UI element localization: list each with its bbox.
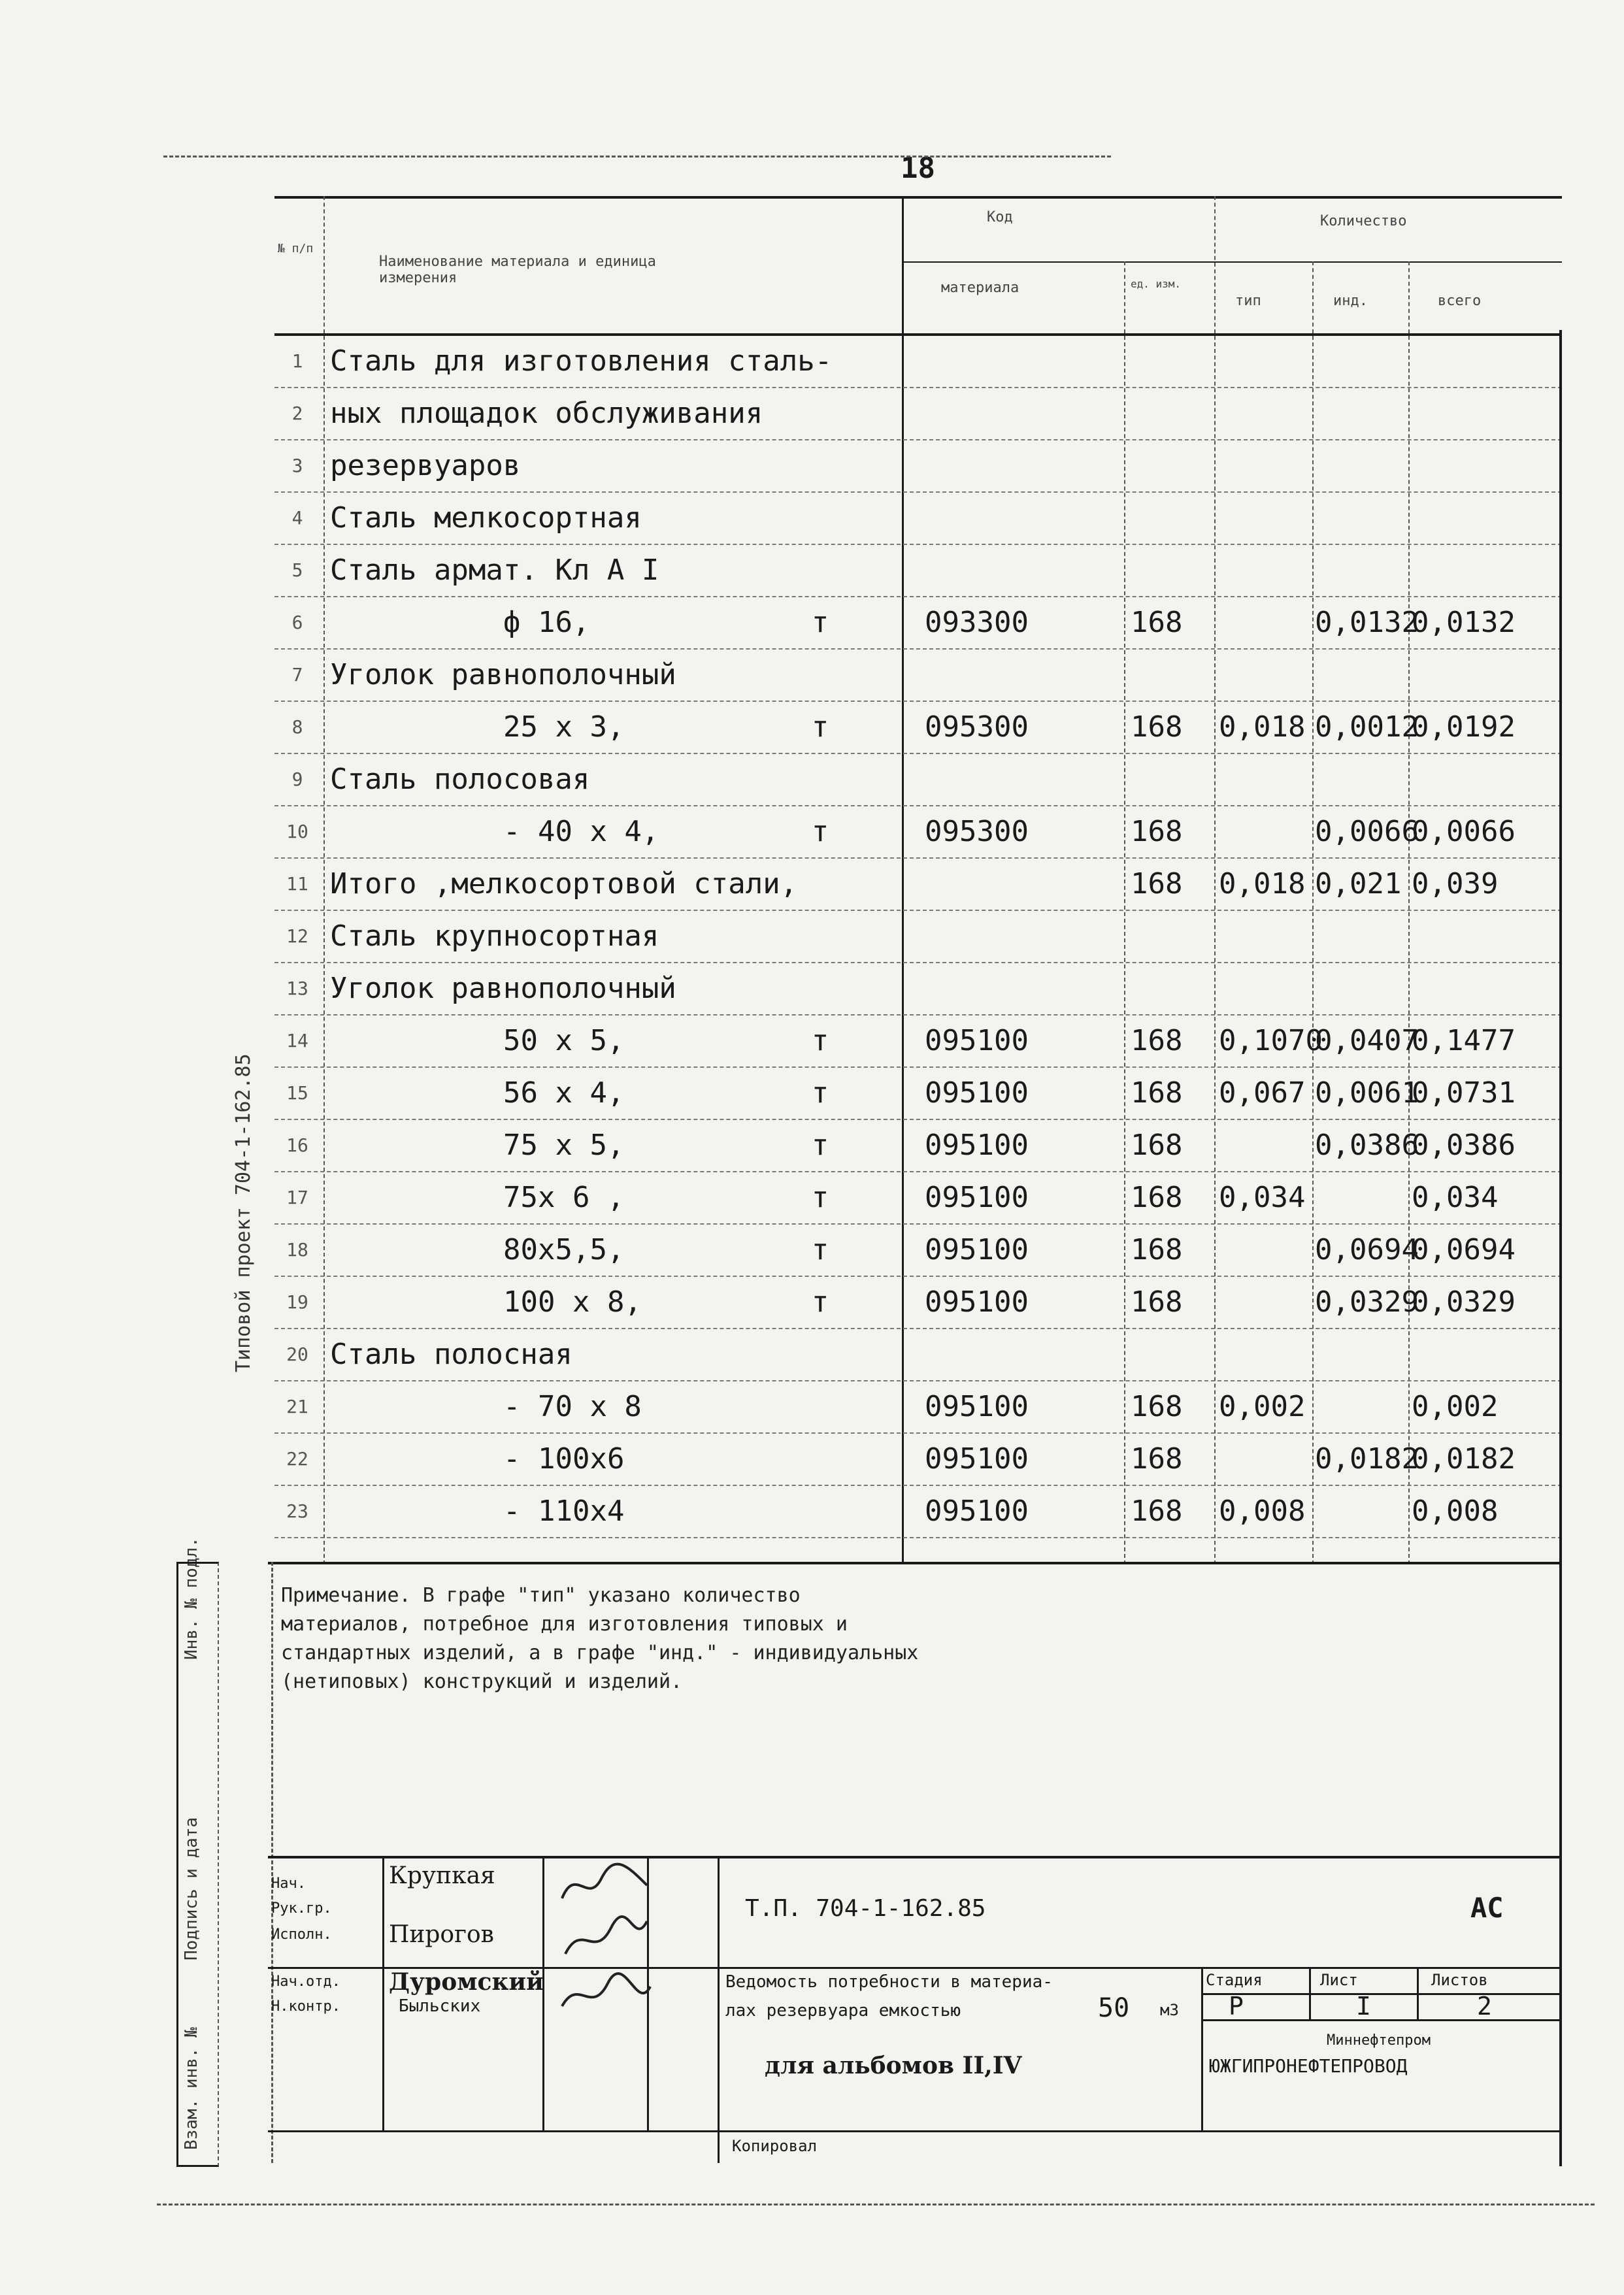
table-row xyxy=(274,1015,1562,1068)
qty-ind-cell xyxy=(1315,650,1413,701)
unit-cell xyxy=(797,911,843,962)
table-bottom-line xyxy=(268,1562,1562,1564)
code-cell: 095100 xyxy=(925,1076,1029,1110)
qty-tip-cell xyxy=(1219,597,1317,648)
qty-total-cell xyxy=(1412,440,1555,491)
qty-total-cell: 0,0694 xyxy=(1412,1233,1516,1266)
sheet-value: I xyxy=(1356,1992,1371,2021)
unit-code-cell: 168 xyxy=(1131,1024,1183,1057)
code-cell: 095100 xyxy=(925,1442,1029,1476)
stamp-rule xyxy=(268,2130,1562,2132)
material-name: 100 х 8, xyxy=(503,1285,642,1319)
header-divider xyxy=(902,196,904,333)
table-row xyxy=(274,597,1562,650)
unit-cell xyxy=(797,1381,843,1432)
side-project-ref: Типовой проект 704-1-162.85 xyxy=(232,1053,255,1372)
qty-total-cell xyxy=(1412,336,1555,387)
stamp-rule xyxy=(1201,1993,1562,1995)
table-row xyxy=(274,1486,1562,1538)
qty-total-cell xyxy=(1412,1329,1555,1380)
stamp-role: Н.контр. xyxy=(271,1998,340,2015)
row-number: 7 xyxy=(291,664,303,685)
qty-ind-cell xyxy=(1315,963,1413,1014)
org-line1: Миннефтепром xyxy=(1327,2032,1431,2049)
material-name: - 110х4 xyxy=(503,1494,625,1528)
unit-code-cell xyxy=(1131,1329,1216,1380)
unit-code-cell: 168 xyxy=(1131,815,1183,848)
qty-total-cell xyxy=(1412,754,1555,805)
unit-code-cell: 168 xyxy=(1131,1442,1183,1476)
material-name: - 100х6 xyxy=(503,1442,625,1476)
qty-tip-cell xyxy=(1219,1434,1317,1485)
side-sign-label: Подпись и дата xyxy=(182,1817,201,1960)
unit-cell xyxy=(797,1434,843,1485)
material-name: ных площадок обслуживания xyxy=(330,397,763,430)
unit-cell xyxy=(797,545,843,596)
table-header xyxy=(274,196,1562,333)
unit-cell: т xyxy=(811,815,829,848)
unit-cell xyxy=(797,440,843,491)
unit-code-cell: 168 xyxy=(1131,606,1183,639)
table-row xyxy=(274,1068,1562,1120)
unit-cell xyxy=(797,859,843,910)
unit-cell: т xyxy=(811,1129,829,1162)
qty-tip-cell xyxy=(1219,545,1317,596)
doc-title-line1: Ведомость потребности в материа- xyxy=(725,1972,1053,1992)
material-name: резервуаров xyxy=(330,449,521,482)
material-name: - 70 х 8 xyxy=(503,1390,642,1423)
qty-total-cell: 0,002 xyxy=(1412,1390,1499,1423)
doc-volume: 50 xyxy=(1098,1993,1130,2023)
side-inv-label2: Взам. инв. № xyxy=(182,2027,201,2150)
header-col-ind: инд. xyxy=(1333,293,1368,309)
material-name: Сталь для изготовления сталь- xyxy=(330,344,833,378)
row-number: 3 xyxy=(291,455,303,476)
material-name: - 40 х 4, xyxy=(503,815,659,848)
qty-ind-cell xyxy=(1315,493,1413,544)
code-cell xyxy=(925,388,1127,439)
qty-ind-cell xyxy=(1315,440,1413,491)
material-name: 80х5,5, xyxy=(503,1233,625,1266)
qty-tip-cell: 0,067 xyxy=(1219,1076,1306,1110)
doc-title-line2: лах резервуара емкостью xyxy=(725,2001,961,2021)
qty-total-cell: 0,0192 xyxy=(1412,710,1516,744)
unit-cell xyxy=(797,1329,843,1380)
stage-label: Стадия xyxy=(1206,1971,1263,1989)
unit-cell: т xyxy=(811,1233,829,1266)
qty-total-cell: 0,0329 xyxy=(1412,1285,1516,1319)
material-name: 50 х 5, xyxy=(503,1024,625,1057)
doc-title-line3: для альбомов II,IV xyxy=(765,2052,1022,2079)
qty-total-cell: 0,0386 xyxy=(1412,1129,1516,1162)
code-cell: 095300 xyxy=(925,815,1029,848)
stamp-name: Крупкая xyxy=(389,1862,495,1889)
qty-ind-cell: 0,0694 xyxy=(1315,1233,1419,1266)
qty-total-cell: 0,008 xyxy=(1412,1494,1499,1528)
row-number: 17 xyxy=(286,1187,308,1208)
qty-tip-cell: 0,018 xyxy=(1219,867,1306,900)
row-number: 11 xyxy=(286,873,308,895)
doc-volume-unit: м3 xyxy=(1160,2001,1179,2019)
row-number: 10 xyxy=(286,821,308,842)
code-cell xyxy=(925,1329,1127,1380)
stamp-role: Нач.отд. xyxy=(271,1973,340,1990)
table-row xyxy=(274,493,1562,545)
table-row xyxy=(274,1120,1562,1172)
bottom-rule xyxy=(157,2204,1595,2205)
page-number: 18 xyxy=(901,152,935,185)
unit-cell: т xyxy=(811,1181,829,1214)
header-col-code: Код xyxy=(987,209,1013,225)
unit-code-cell: 168 xyxy=(1131,1076,1183,1110)
qty-ind-cell: 0,0329 xyxy=(1315,1285,1419,1319)
qty-tip-cell: 0,1070 xyxy=(1219,1024,1323,1057)
table-row xyxy=(274,545,1562,597)
qty-ind-cell: 0,021 xyxy=(1315,867,1402,900)
code-cell xyxy=(925,545,1127,596)
qty-tip-cell xyxy=(1219,1120,1317,1171)
qty-ind-cell: 0,0386 xyxy=(1315,1129,1419,1162)
header-top-line xyxy=(274,196,1562,199)
qty-total-cell: 0,0066 xyxy=(1412,815,1516,848)
material-name: Уголок равнополочный xyxy=(330,658,676,691)
code-cell xyxy=(925,859,1127,910)
title-block xyxy=(268,1856,1562,2163)
code-cell: 095100 xyxy=(925,1233,1029,1266)
qty-ind-cell xyxy=(1315,1486,1413,1537)
qty-tip-cell xyxy=(1219,1225,1317,1276)
table-row xyxy=(274,963,1562,1015)
qty-ind-cell xyxy=(1315,911,1413,962)
qty-ind-cell: 0,0012 xyxy=(1315,710,1419,744)
table-row xyxy=(274,754,1562,806)
unit-code-cell xyxy=(1131,754,1216,805)
header-divider xyxy=(1214,196,1216,333)
row-number: 8 xyxy=(291,716,303,738)
unit-cell xyxy=(797,336,843,387)
unit-code-cell xyxy=(1131,911,1216,962)
stamp-role: Нач. xyxy=(271,1875,306,1892)
table-row xyxy=(274,1172,1562,1225)
unit-code-cell xyxy=(1131,650,1216,701)
material-name: ф 16, xyxy=(503,606,590,639)
code-cell xyxy=(925,650,1127,701)
qty-total-cell xyxy=(1412,650,1555,701)
code-cell xyxy=(925,911,1127,962)
unit-cell xyxy=(797,388,843,439)
qty-ind-cell xyxy=(1315,545,1413,596)
qty-tip-cell xyxy=(1219,336,1317,387)
code-cell xyxy=(925,336,1127,387)
header-col-qty: Количество xyxy=(1320,213,1407,229)
org-line2: ЮЖГИПРОНЕФТЕПРОВОД xyxy=(1209,2055,1408,2077)
code-cell: 093300 xyxy=(925,606,1029,639)
unit-cell: т xyxy=(811,1076,829,1110)
qty-total-cell xyxy=(1412,911,1555,962)
unit-code-cell: 168 xyxy=(1131,1233,1183,1266)
material-name: Сталь мелкосортная xyxy=(330,501,642,535)
table-row xyxy=(274,440,1562,493)
table-row xyxy=(274,388,1562,440)
row-number: 13 xyxy=(286,978,308,999)
unit-code-cell xyxy=(1131,963,1216,1014)
code-cell xyxy=(925,493,1127,544)
material-name: 75х 6 , xyxy=(503,1181,625,1214)
qty-ind-cell xyxy=(1315,336,1413,387)
material-name: Сталь армат. Кл А I xyxy=(330,553,659,587)
sheet-label: Лист xyxy=(1320,1971,1358,1989)
side-inv-label: Инв. № подл. xyxy=(182,1537,201,1660)
header-col-name: Наименование материала и единица измерения xyxy=(379,254,656,286)
table-row xyxy=(274,1381,1562,1434)
row-number: 23 xyxy=(286,1500,308,1522)
unit-code-cell xyxy=(1131,388,1216,439)
qty-ind-cell xyxy=(1315,754,1413,805)
stamp-rule xyxy=(268,1856,1562,1858)
stage-value: Р xyxy=(1229,1992,1244,2021)
table-row xyxy=(274,1225,1562,1277)
qty-ind-cell xyxy=(1315,1329,1413,1380)
qty-tip-cell xyxy=(1219,650,1317,701)
row-number: 19 xyxy=(286,1291,308,1313)
code-cell xyxy=(925,440,1127,491)
qty-ind-cell: 0,0061 xyxy=(1315,1076,1419,1110)
header-divider xyxy=(323,196,325,333)
qty-ind-cell xyxy=(1315,388,1413,439)
qty-tip-cell: 0,008 xyxy=(1219,1494,1306,1528)
qty-total-cell: 0,034 xyxy=(1412,1181,1499,1214)
row-number: 21 xyxy=(286,1396,308,1417)
table-row xyxy=(274,806,1562,859)
stamp-name: Пирогов xyxy=(389,1921,494,1948)
row-number: 22 xyxy=(286,1448,308,1470)
qty-ind-cell: 0,0407 xyxy=(1315,1024,1419,1057)
copied-label: Копировал xyxy=(732,2137,818,2155)
stamp-role: Исполн. xyxy=(271,1926,332,1943)
signature-3 xyxy=(555,1967,654,2026)
code-cell: 095100 xyxy=(925,1024,1029,1057)
row-number: 9 xyxy=(291,768,303,790)
table-row xyxy=(274,1329,1562,1381)
unit-code-cell: 168 xyxy=(1131,1494,1183,1528)
materials-table xyxy=(274,333,1562,1564)
qty-tip-cell xyxy=(1219,963,1317,1014)
qty-tip-cell: 0,002 xyxy=(1219,1390,1306,1423)
qty-total-cell xyxy=(1412,545,1555,596)
row-number: 1 xyxy=(291,350,303,372)
qty-tip-cell xyxy=(1219,388,1317,439)
unit-cell xyxy=(797,1486,843,1537)
table-row xyxy=(274,650,1562,702)
unit-code-cell: 168 xyxy=(1131,1129,1183,1162)
unit-code-cell xyxy=(1131,493,1216,544)
sheets-value: 2 xyxy=(1477,1992,1492,2021)
row-number: 4 xyxy=(291,507,303,529)
header-col-tip: тип xyxy=(1235,293,1261,309)
side-stamp-box xyxy=(176,1562,219,2167)
qty-total-cell xyxy=(1412,493,1555,544)
unit-cell xyxy=(797,650,843,701)
code-cell xyxy=(925,963,1127,1014)
unit-cell: т xyxy=(811,1285,829,1319)
note-text: Примечание. В графе "тип" указано количество материалов, потребное для изготовления типовых и стандартных изделий, а в графе "инд." - индивидуальных (нетиповых) конструкций и изделий. xyxy=(281,1584,919,1693)
sheets-label: Листов xyxy=(1431,1971,1488,1989)
table-row xyxy=(274,336,1562,388)
unit-code-cell: 168 xyxy=(1131,867,1183,900)
qty-tip-cell xyxy=(1219,1277,1317,1328)
header-col-code-mat: материала xyxy=(941,280,1019,296)
row-number: 18 xyxy=(286,1239,308,1261)
stamp-divider xyxy=(718,1856,720,2163)
stamp-role: Рук.гр. xyxy=(271,1900,332,1917)
row-number: 20 xyxy=(286,1344,308,1365)
header-mid-line xyxy=(902,261,1562,263)
header-col-total: всего xyxy=(1438,293,1482,309)
qty-tip-cell xyxy=(1219,806,1317,857)
qty-tip-cell xyxy=(1219,754,1317,805)
qty-tip-cell: 0,034 xyxy=(1219,1181,1306,1214)
row-number: 16 xyxy=(286,1134,308,1156)
unit-code-cell xyxy=(1131,440,1216,491)
code-cell: 095100 xyxy=(925,1494,1029,1528)
code-cell: 095100 xyxy=(925,1181,1029,1214)
qty-ind-cell xyxy=(1315,1381,1413,1432)
stamp-divider xyxy=(382,1856,384,2130)
unit-cell: т xyxy=(811,606,829,639)
unit-code-cell: 168 xyxy=(1131,1181,1183,1214)
material-name: Сталь полосовая xyxy=(330,763,590,796)
qty-tip-cell: 0,018 xyxy=(1219,710,1306,744)
material-name: Сталь полосная xyxy=(330,1338,572,1371)
qty-ind-cell: 0,0132 xyxy=(1315,606,1419,639)
unit-code-cell: 168 xyxy=(1131,1390,1183,1423)
unit-code-cell: 168 xyxy=(1131,710,1183,744)
header-col-code-ed: ед. изм. xyxy=(1131,278,1182,290)
header-divider xyxy=(1312,261,1314,333)
row-number: 6 xyxy=(291,612,303,633)
code-cell: 095100 xyxy=(925,1285,1029,1319)
stamp-name: Дуромский xyxy=(389,1968,544,1996)
unit-code-cell xyxy=(1131,336,1216,387)
qty-total-cell: 0,039 xyxy=(1412,867,1499,900)
qty-total-cell xyxy=(1412,963,1555,1014)
qty-total-cell: 0,0132 xyxy=(1412,606,1516,639)
qty-total-cell xyxy=(1412,388,1555,439)
table-row xyxy=(274,911,1562,963)
unit-cell xyxy=(797,754,843,805)
table-row xyxy=(274,1434,1562,1486)
qty-tip-cell xyxy=(1219,1329,1317,1380)
doc-code: Т.П. 704-1-162.85 xyxy=(745,1895,986,1922)
qty-total-cell: 0,0182 xyxy=(1412,1442,1516,1476)
row-number: 15 xyxy=(286,1082,308,1104)
qty-ind-cell: 0,0182 xyxy=(1315,1442,1419,1476)
table-row xyxy=(274,702,1562,754)
top-rule xyxy=(163,156,1111,157)
code-cell: 095100 xyxy=(925,1129,1029,1162)
header-divider xyxy=(1408,261,1410,333)
doc-mark: АС xyxy=(1470,1892,1504,1924)
unit-code-cell xyxy=(1131,545,1216,596)
qty-ind-cell: 0,0066 xyxy=(1315,815,1419,848)
code-cell: 095100 xyxy=(925,1390,1029,1423)
unit-code-cell: 168 xyxy=(1131,1285,1183,1319)
material-name: 25 х 3, xyxy=(503,710,625,744)
qty-tip-cell xyxy=(1219,911,1317,962)
code-cell xyxy=(925,754,1127,805)
unit-cell: т xyxy=(811,710,829,744)
stamp-name: Быльских xyxy=(399,1996,481,2016)
signature-2 xyxy=(555,1908,654,1967)
header-col-no: № п/п xyxy=(278,242,314,256)
material-name: Итого ,мелкосортовой стали, xyxy=(330,867,798,900)
stamp-divider xyxy=(1201,1967,1203,2130)
signature-1 xyxy=(555,1859,654,1911)
qty-total-cell: 0,1477 xyxy=(1412,1024,1516,1057)
row-number: 12 xyxy=(286,925,308,947)
qty-tip-cell xyxy=(1219,493,1317,544)
unit-cell: т xyxy=(811,1024,829,1057)
stamp-rule xyxy=(1201,2019,1562,2021)
unit-cell xyxy=(797,493,843,544)
qty-total-cell: 0,0731 xyxy=(1412,1076,1516,1110)
table-row xyxy=(274,859,1562,911)
row-number: 14 xyxy=(286,1030,308,1051)
row-number: 2 xyxy=(291,403,303,424)
code-cell: 095300 xyxy=(925,710,1029,744)
qty-ind-cell xyxy=(1315,1172,1413,1223)
row-number: 5 xyxy=(291,559,303,581)
material-name: Уголок равнополочный xyxy=(330,972,676,1005)
unit-cell xyxy=(797,963,843,1014)
qty-tip-cell xyxy=(1219,440,1317,491)
material-name: Сталь крупносортная xyxy=(330,919,659,953)
header-divider xyxy=(1124,261,1125,333)
material-name: 56 х 4, xyxy=(503,1076,625,1110)
material-name: 75 х 5, xyxy=(503,1129,625,1162)
table-row xyxy=(274,1277,1562,1329)
